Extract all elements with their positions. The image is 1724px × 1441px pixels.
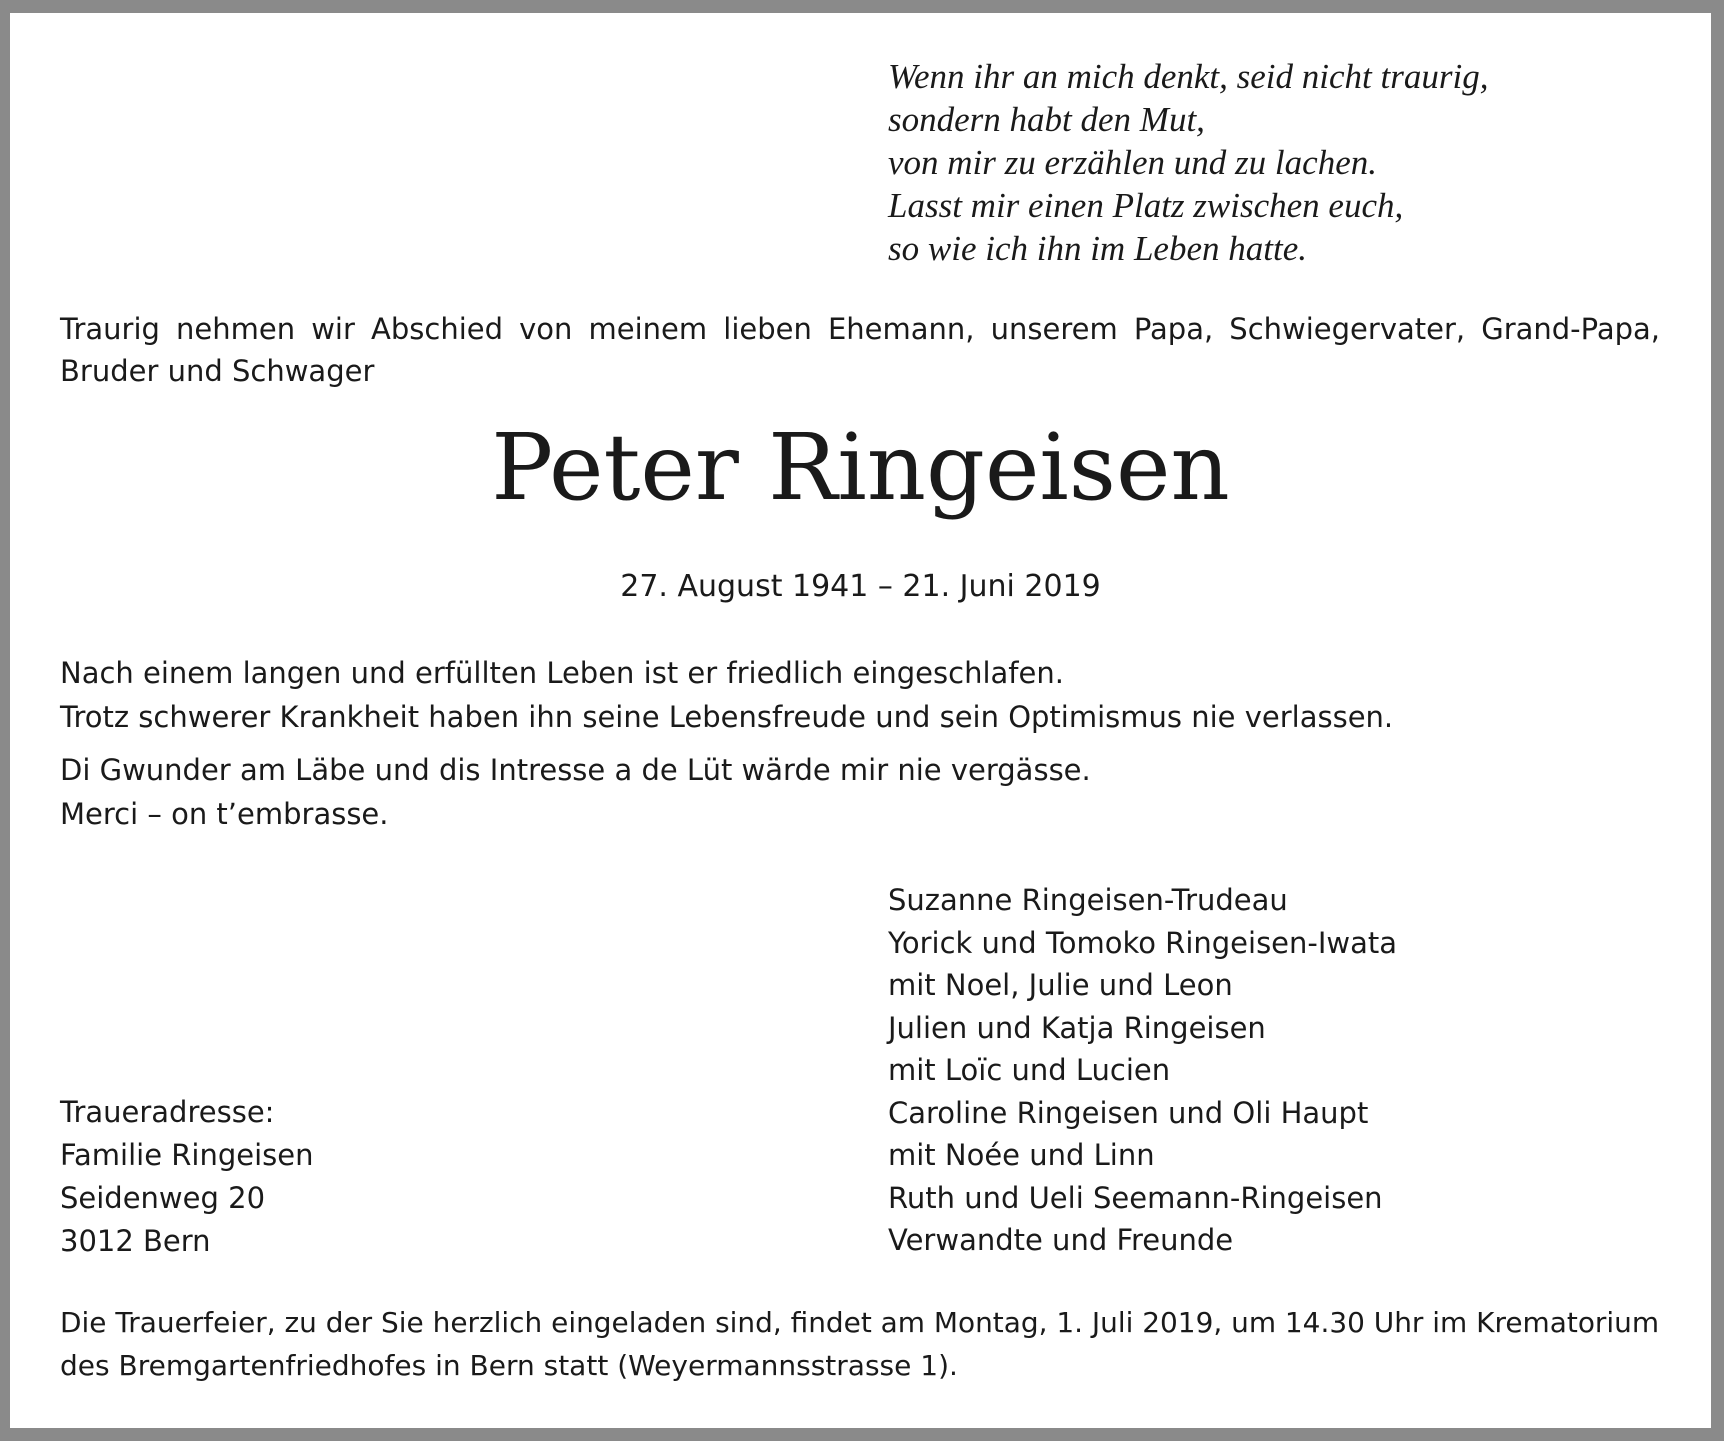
address-line: Familie Ringeisen (60, 1138, 314, 1172)
mourner-entry: Ruth und Ueli Seemann-Ringeisen (888, 1180, 1383, 1215)
deceased-name: Peter Ringeisen (491, 414, 1230, 521)
poem-line: Wenn ihr an mich denkt, seid nicht traurig, (888, 57, 1489, 96)
announcement-line: des Bremgartenfriedhofes in Bern statt (Weyermannsstrasse 1). (60, 1349, 958, 1382)
obituary-page (10, 13, 1711, 1428)
poem-line: sondern habt den Mut, (888, 100, 1205, 139)
dialect-line: Merci – on t’embrasse. (60, 797, 389, 831)
dialect-paragraph (60, 748, 1091, 836)
tribute-line: Trotz schwerer Krankheit haben ihn seine Lebensfreude und sein Optimismus nie verlassen. (60, 700, 1394, 734)
tribute-line: Nach einem langen und erfüllten Leben ist er friedlich eingeschlafen. (60, 656, 1064, 690)
poem-line: so wie ich ihn im Leben hatte. (888, 229, 1307, 268)
mourner-entry: mit Loïc und Lucien (888, 1053, 1171, 1087)
mourner-entry: Yorick und Tomoko Ringeisen-Iwata (888, 925, 1398, 960)
address-line: 3012 Bern (60, 1224, 211, 1258)
mourner-entry: mit Noel, Julie und Leon (888, 968, 1233, 1002)
mourner-entry: Julien und Katja Ringeisen (888, 1010, 1266, 1045)
address-line: Seidenweg 20 (60, 1181, 266, 1215)
funeral-announcement (60, 1301, 1660, 1387)
mourners-list (888, 879, 1397, 1262)
mourner-entry: Caroline Ringeisen und Oli Haupt (888, 1095, 1369, 1130)
mourning-address (60, 1091, 314, 1263)
address-label: Traueradresse: (60, 1095, 275, 1129)
mourner-entry: Verwandte und Freunde (888, 1223, 1234, 1257)
mourner-entry: mit Noée und Linn (888, 1138, 1155, 1172)
poem-line: von mir zu erzählen und zu lachen. (888, 143, 1377, 182)
life-dates: 27. August 1941 – 21. Juni 2019 (620, 569, 1101, 604)
dialect-line: Di Gwunder am Läbe und dis Intresse a de Lüt wärde mir nie vergässe. (60, 753, 1091, 787)
announcement-line: Die Trauerfeier, zu der Sie herzlich eingeladen sind, findet am Montag, 1. Juli 2019, um 14.30 Uhr im Krematorium (60, 1306, 1660, 1339)
mourner-entry: Suzanne Ringeisen-Trudeau (888, 883, 1288, 917)
poem-line: Lasst mir einen Platz zwischen euch, (888, 186, 1404, 225)
tribute-paragraph (60, 651, 1393, 739)
farewell-intro: Traurig nehmen wir Abschied von meinem lieben Ehemann, unserem Papa, Schwiegervater, Grand-Papa, Bruder und Schwager (60, 312, 1660, 388)
memorial-poem (888, 55, 1668, 270)
